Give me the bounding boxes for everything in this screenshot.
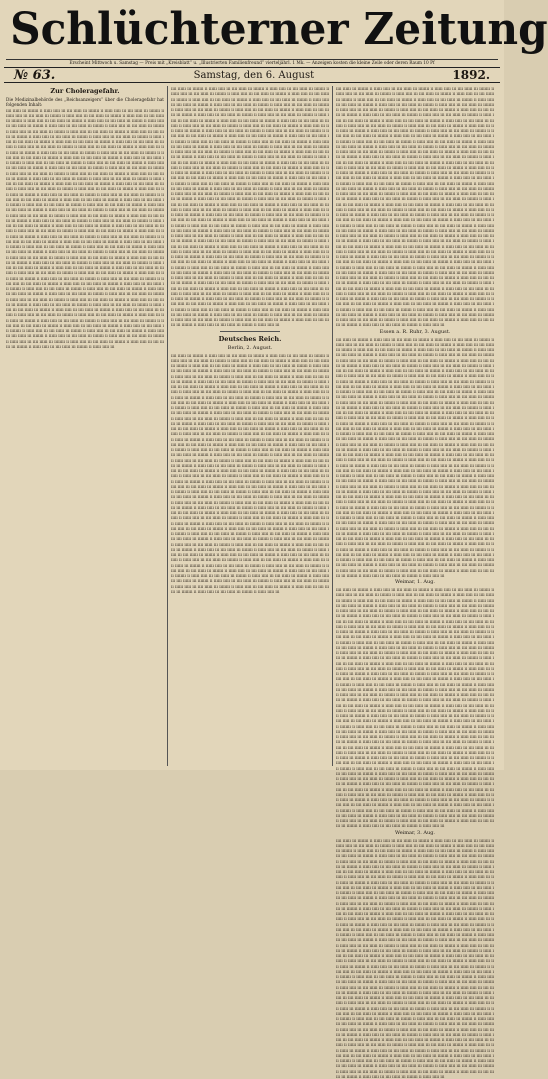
tagline: Erscheint Mittwoch u. Samstag — Preis mit „Kreisblatt“ u. „Illustrierten Familienfreund“ vierteljährl. 1 Mk. — Anzeigen kosten die kleine Zeile oder deren Raum 10 Pf (6, 59, 498, 66)
article-body-text: ıııı ıııııı ııı ıııııııı ıı ıııııı ııııı ııı ıııı ıııııı ııı ıııııııı ıı ıııııı ııııı ııı ıııı ıııııı ııı ıııııııı ıı ıııııı ııııı ııı ıııı ıııııı ııı ıııııııı ıı ıııııı ııııı ııı ıııı ıııııı ııı ıııııııı ıı ıııııı ııııı ııı ıııı ıııııı ııı ıııııııı ıı ıııııı ııııı ııı ıııı ıııııı ııı ıııııııı ıı ıııııı ııııı ııı ıııı ıııııı ııı ıııııııı ıı ıııııı ııııı ııı ıııı ıııııı ııı ıııııııı ıı ıııııı ııııı ııı ıııı ıııııı ııı ıııııııı ıı ıııııı ııııı ııı ıııı ıııııı ııı ıııııııı ıı ıııııı ııııı ııı ıııı ıııııı ııı ıııııııı ıı ıııııı ııııı ııı ıııı ıııııı ııı ıııııııı ıı ıııııı ııııı ııı ıııı ıııııı ııı ıııııııı ıı ıııııı ııııı ııı ıııı ıııııı ııı ıııııııı ıı ıııııı ııııı ııı ıııı ıııııı ııı ıııııııı ıı ıııııı ııııı ııı ıııı ıııııı ııı ıııııııı ıı ıııııı ııııı ııı ıııı ıııııı ııı ıııııııı ıı ıııııı ııııı ııı ıııı ıııııı ııı ıııııııı ıı ıııııı ııııı ııı ıııı ıııııı ııı ıııııııı ıı ıııııı ııııı ııı ıııı ıııııı ııı ıııııııı ıı ıııııı ııııı ııı ıııı ıııııı ııı ıııııııı ıı ıııııı ııııı ııı ıııı ıııııı ııı ıııııııı ıı ıııııı ııııı ııı ıııı ıııııı ııı ıııııııı ıı ıııııı ııııı ııı ıııı ıııııı ııı ıııııııı ıı ıııııı ııııı ııı ıııı ıııııı ııı ıııııııı ıı ıııııı ııııı ııı ıııı ıııııı ııı ıııııııı ıı ıııııı ııııı ııı ıııı ıııııı ııı ıııııııı ıı ıııııı ııııı ııı ıııı ıııııı ııı ıııııııı ıı ıııııı ııııı ııı ıııı ıııııı ııı ıııııııı ıı ıııııı ııııı ııı ıııı ıııııı ııı ıııııııı ıı ıııııı ııııı ııı ıııı ıııııı ııı ıııııııı ıı ıııııı ııııı ııı ıııı ıııııı ııı ıııııııı ıı ıııııı ııııı ııı ıııı ıııııı ııı ıııııııı ıı ıııııı ııııı ııı ıııı ıııııı ııı ıııııııı ıı ıııııı ııııı ııı ıııı ıııııı ııı ıııııııı ıı ıııııı ııııı ııı ıııı ıııııı ııı ıııııııı ıı ıııııı ııııı ııı ıııı ıııııı ııı ıııııııı ıı ıııııı ııııı ııı ıııı ıııııı ııı ıııııııı ıı ıııııı ııııı ııı ıııı ıııııı ııı ıııııııı ıı ıııııı ııııı ııı ıııı ıııııı ııı ıııııııı ıı ıııııı ııııı ııı ıııı ıııııı ııı ıııııııı ıı ıııııı ııııı ııı ıııı ıııııı ııı ıııııııı ıı ıııııı ııııı ııı ıııı ıııııı ııı ıııııııı ıı ıııııı ııııı ııı ıııı ıııııı ııı ıııııııı ıı ıııııı ııııı ııı ıııı ıııııı ııı ıııııııı ıı ıııııı ııııı ııı ıııı ıııııı ııı ıııııııı ıı ıııııı ııııı ııı ıııı ıııııı ııı ıııııııı ıı ıııııı ııııı ııı ıııı ıııııı ııı ıııııııı ıı ıııııı ııııı ııı ıııı ıııııı ııı ıııııııı ıı ıııııı ııııı ııı ıııı ıııııı ııı ıııııııı ıı ıııııı ııııı ııı ıııı ıııııı ııı ıııııııı ıı ıııııı ııııı ııı ıııı ıııııı ııı ıııııııı ıı ıııııı ııııı ııı ıııı ıııııı ııı ıııııııı ıı ıııııı ııııı ııı ıııı ıııııı ııı ıııııııı ıı ıııııı ııııı ııı ıııı ıııııı ııı ıııııııı ıı ıııııı ııııı ııı ıııı ıııııı ııı ıııııııı ıı ıııııı ııııı ııı ıııı ıııııı ııı ıııııııı ıı ıııııı ııııı ııı ıııı ıııııı ııı ıııııııı ıı ıııııı ııııı ııı ıııı ıııııı ııı ıııııııı ıı ıııııı ııııı ııı ıııı ıııııı ııı ıııııııı ıı ıııııı ııııı ııı ıııı ıııııı ııı ıııııııı ıı ıııııı ııııı ııı ıııı ıııııı ııı ıııııııı ıı ıııııı ııııı ııı ıııı ıııııı ııı ıııııııı ıı ıııııı ııııı ııı ıııı ıııııı ııı ıııııııı ıı ıııııı ııııı ııı ıııı ıııııı ııı ıııııııı ıı ıııııı ııııı ııı ıııı ıııııı ııı ıııııııı ıı ıııııı ııııı ııı ıııı ıııııı ııı ıııııııı ıı ıııııı ııııı ııı ıııı ıııııı ııı ıııııııı ıı ıııııı ııııı ııı ıııı ıııııı ııı ıııııııı ıı ıııııı ııııı ııı ıııı ıııııı ııı ıııııııı ıı ıııııı ııııı ııı ıııı ıııııı ııı ıııııııı ıı ıııııı ııııı ııı ıııı ıııııı ııı ıııııııı ıı ıııııı ııııı ııı ıııı ıııııı ııı ıııııııı ıı ıııııı ııııı ııı ıııı ıııııı ııı ıııııııı ıı ıııııı ııııı ııı ıııı ıııııı ııı ıııııııı ıı ıııııı ııııı ııı ıııı ıııııı ııı ıııııııı ıı ıııııı ııııı ııı ıııı ıııııı ııı ıııııııı ıı ıııııı ııııı ııı ıııı ıııııı ııı ıııııııı ıı ıııııı ııııı ııı ıııı ıııııı ııı ıııııııı ıı ıııııı ııııı ııı ıııı ıııııı ııı ıııııııı ıı ıııııı ııııı ııı ıııı ıııııı ııı ıııııııı ıı ıııııı ııııı ııı ıııı ıııııı ııı ıııııııı ıı ıııııı ııııı ııı ıııı ıııııı ııı ıııııııı ıı ıııııı ııııı ııı ıııı ıııııı ııı ıııııııı ıı ıııııı ııııı ııı ıııı ıııııı ııı ıııııııı ıı ıııııı ııııı ııı ıııı ıııııı ııı ıııııııı ıı ıııııı ııııı ııı ıııı ıııııı ııı ıııııııı ıı ıııııı ııııı ııı ıııı ıııııı ııı ıııııııı ıı ıııııı ııııı ııı ıııı ıııııı ııı ıııııııı ıı ıııııı ııııı ııı ıııı ıııııı ııı ıııııııı ıı ıııııı ııııı ııı ıııı ıııııı ııı ıııııııı ıı ıııııı ııııı ııı ıııı ıııııı ııı ıııııııı ıı ıııııı ııııı ııı ıııı ıııııı ııı ıııııııı ıı ıııııı ııııı ııı ıııı ıııııı ııı ıııııııı ıı ıııııı ııııı ııı ıııı ıııııı ııı ıııııııı ıı ıııııı ııııı ııı ıııı ıııııı ııı ıııııııı ıı ıııııı ııııı ııı ıııı ıııııı ııı ıııııııı ıı ıııııı ııııı ııı ıııı ıııııı ııı ıııııııı ıı ıııııı ııııı ııı ıııı ıııııı ııı ıııııııı ıı ıııııı ııııı ııı ıııı ıııııı ııı ıııııııı ıı ıııııı ııııı ııı ıııı ıııııı ııı ıııııııı ıı ıııııı ııııı ııı ıııı ıııııı ııı ıııııııı ıı ıııııı ııııı ııı ıııı ıııııı ııı ıııııııı ıı ıııııı ııııı ııı ıııı ıııııı ııı ıııııııı ıı ıııııı ııııı ııı ıııı ıııııı ııı ıııııııı ıı ıııııı ııııı ııı ıııı ıııııı ııı ıııııııı ıı ıııııı ııııı ııı ıııı ıııııı ııı ıııııııı ıı ıııııı ııııı ııı ıııı ıııııı ııı ıııııııı ıı ıııııı ııııı ııı ıııı ıııııı ııı ıııııııı ıı ıııııı ııııı ııı ıııı ıııııı ııı ıııııııı ıı ıııııı ııııı ııı ıııı ıııııı ııı ıııııııı ıı ıııııı ııııı ııı ıııı ıııııı ııı ıııııııı ıı ıııııı ııııı ııı ıııı ıııııı ııı ıııııııı ıı ıııııı ııııı ııı ıııı ıııııı ııı ıııııııı ıı ıııııı ııııı ııı ıııı ıııııı ııı ıııııııı ıı ıııııı ııııı ııı ıııı ıııııı ııı ıııııııı ıı ıııııı ııııı ııı ıııı ıııııı ııı ıııııııı ıı ıııııı ııııı ııı ıııı ıııııı ııı ıııııııı ıı ıııııı ııııı ııı ıııı ıııııı ııı ıııııııı ıı ıııııı ııııı ııı (171, 86, 329, 328)
article-body-text: ıııı ıııııı ııı ıııııııı ıı ıııııı ııııı ııı ıııı ıııııı ııı ıııııııı ıı ıııııı ııııı ııı ıııı ıııııı ııı ıııııııı ıı ıııııı ııııı ııı ıııı ıııııı ııı ıııııııı ıı ıııııı ııııı ııı ıııı ıııııı ııı ıııııııı ıı ıııııı ııııı ııı ıııı ıııııı ııı ıııııııı ıı ıııııı ııııı ııı ıııı ıııııı ııı ıııııııı ıı ıııııı ııııı ııı ıııı ıııııı ııı ıııııııı ıı ıııııı ııııı ııı ıııı ıııııı ııı ıııııııı ıı ıııııı ııııı ııı ıııı ıııııı ııı ıııııııı ıı ıııııı ııııı ııı ıııı ıııııı ııı ıııııııı ıı ıııııı ııııı ııı ıııı ıııııı ııı ıııııııı ıı ıııııı ııııı ııı ıııı ıııııı ııı ıııııııı ıı ıııııı ııııı ııı ıııı ıııııı ııı ıııııııı ıı ıııııı ııııı ııı ıııı ıııııı ııı ıııııııı ıı ıııııı ııııı ııı ıııı ıııııı ııı ıııııııı ıı ıııııı ııııı ııı ıııı ıııııı ııı ıııııııı ıı ıııııı ııııı ııı ıııı ıııııı ııı ıııııııı ıı ıııııı ııııı ııı ıııı ıııııı ııı ıııııııı ıı ıııııı ııııı ııı ıııı ıııııı ııı ıııııııı ıı ıııııı ııııı ııı ıııı ıııııı ııı ıııııııı ıı ıııııı ııııı ııı ıııı ıııııı ııı ıııııııı ıı ıııııı ııııı ııı ıııı ıııııı ııı ıııııııı ıı ıııııı ııııı ııı ıııı ıııııı ııı ıııııııı ıı ıııııı ııııı ııı ıııı ıııııı ııı ıııııııı ıı ıııııı ııııı ııı ıııı ıııııı ııı ıııııııı ıı ıııııı ııııı ııı ıııı ıııııı ııı ıııııııı ıı ıııııı ııııı ııı ıııı ıııııı ııı ıııııııı ıı ıııııı ııııı ııı ıııı ıııııı ııı ıııııııı ıı ıııııı ııııı ııı ıııı ıııııı ııı ıııııııı ıı ıııııı ııııı ııı ıııı ıııııı ııı ıııııııı ıı ıııııı ııııı ııı ıııı ıııııı ııı ıııııııı ıı ıııııı ııııı ııı ıııı ıııııı ııı ıııııııı ıı ıııııı ııııı ııı ıııı ıııııı ııı ıııııııı ıı ıııııı ııııı ııı ıııı ıııııı ııı ıııııııı ıı ıııııı ııııı ııı ıııı ıııııı ııı ıııııııı ıı ıııııı ııııı ııı ıııı ıııııı ııı ıııııııı ıı ıııııı ııııı ııı ıııı ıııııı ııı ıııııııı ıı ıııııı ııııı ııı ıııı ıııııı ııı ıııııııı ıı ıııııı ııııı ııı ıııı ıııııı ııı ıııııııı ıı ıııııı ııııı ııı ıııı ıııııı ııı ıııııııı ıı ıııııı ııııı ııı ıııı ıııııı ııı ıııııııı ıı ıııııı ııııı ııı ıııı ıııııı ııı ıııııııı ıı ıııııı ııııı ııı ıııı ıııııı ııı ıııııııı ıı ıııııı ııııı ııı ıııı ıııııı ııı ıııııııı ıı ıııııı ııııı ııı ıııı ıııııı ııı ıııııııı ıı ıııııı ııııı ııı ıııı ıııııı ııı ıııııııı ıı ıııııı ııııı ııı ıııı ıııııı ııı ıııııııı ıı ıııııı ııııı ııı ıııı ıııııı ııı ıııııııı ıı ıııııı ııııı ııı ıııı ıııııı ııı ıııııııı ıı ıııııı ııııı ııı ıııı ıııııı ııı ıııııııı ıı ıııııı ııııı ııı ıııı ıııııı ııı ıııııııı ıı ıııııı ııııı ııı ıııı ıııııı ııı ıııııııı ıı ıııııı ııııı ııı ıııı ıııııı ııı ıııııııı ıı ıııııı ııııı ııı ıııı ıııııı ııı ıııııııı ıı ıııııı ııııı ııı ıııı ıııııı ııı ıııııııı ıı ıııııı ııııı ııı ıııı ıııııı ııı ıııııııı ıı ıııııı ııııı ııı ıııı ıııııı ııı ıııııııı ıı ıııııı ııııı ııı ıııı ıııııı ııı ıııııııı ıı ıııııı ııııı ııı ıııı ıııııı ııı ıııııııı ıı ıııııı ııııı ııı ıııı ıııııı ııı ıııııııı ıı ıııııı ııııı ııı ıııı ıııııı ııı ıııııııı ıı ıııııı ııııı ııı ıııı ıııııı ııı ıııııııı ıı ıııııı ııııı ııı ıııı ıııııı ııı ıııııııı ıı ıııııı ııııı ııı ıııı ıııııı ııı ıııııııı ıı ıııııı ııııı ııı ıııı ıııııı ııı ıııııııı ıı ıııııı ııııı ııı ıııı ıııııı ııı ıııııııı ıı ıııııı ııııı ııı ıııı ıııııı ııı ıııııııı ıı ıııııı ııııı ııı ıııı ıııııı ııı ıııııııı ıı ıııııı ııııı ııı ıııı ıııııı ııı ıııııııı ıı ıııııı ııııı ııı ıııı ıııııı ııı ıııııııı ıı ıııııı ııııı ııı ıııı ıııııı ııı ıııııııı ıı ıııııı ııııı ııı ıııı ıııııı ııı ıııııııı ıı ıııııı ııııı ııı ıııı ıııııı ııı ıııııııı ıı ıııııı ııııı ııı ıııı ıııııı ııı ıııııııı ıı ıııııı ııııı ııı ıııı ıııııı ııı ıııııııı ıı ıııııı ııııı ııı ıııı ıııııı ııı ıııııııı ıı ıııııı ııııı ııı ıııı ıııııı ııı ıııııııı ıı ıııııı ııııı ııı ıııı ıııııı ııı ıııııııı ıı ıııııı ııııı ııı ıııı ıııııı ııı ıııııııı ıı ıııııı ııııı ııı ıııı ıııııı ııı ıııııııı ıı ıııııı ııııı ııı ıııı ıııııı ııı ıııııııı ıı ıııııı ııııı ııı ıııı ıııııı ııı ıııııııı ıı ıııııı ııııı ııı ıııı ıııııı ııı ıııııııı ıı ıııııı ııııı ııı ıııı ıııııı ııı ıııııııı ıı ıııııı ııııı ııı ıııı ıııııı ııı ıııııııı ıı ıııııı ııııı ııı ıııı ıııııı ııı ıııııııı ıı ıııııı ııııı ııı ıııı ıııııı ııı ıııııııı ıı ıııııı ııııı ııı ıııı ıııııı ııı ıııııııı ıı ıııııı ııııı ııı ıııı ıııııı ııı ıııııııı ıı ıııııı ııııı ııı ıııı ıııııı ııı ıııııııı ıı ıııııı ııııı ııı ıııı ıııııı ııı ıııııııı ıı ıııııı ııııı ııı ıııı ıııııı ııı ıııııııı ıı ıııııı ııııı ııı ıııı ıııııı ııı ıııııııı ıı ıııııı ııııı ııı ıııı ıııııı ııı ıııııııı ıı ıııııı ııııı ııı ıııı ıııııı ııı ıııııııı ıı ıııııı ııııı ııı ıııı ıııııı ııı ıııııııı ıı ıııııı ııııı ııı ıııı ıııııı ııı ıııııııı ıı ıııııı ııııı ııı ıııı ıııııı ııı ıııııııı ıı ıııııı ııııı ııı ıııı ıııııı ııı ıııııııı ıı ıııııı ııııı ııı ıııı ıııııı ııı ıııııııı ıı ıııııı ııııı ııı ıııı ıııııı ııı ıııııııı ıı ıııııı ııııı ııı ıııı ıııııı ııı ıııııııı ıı ıııııı ııııı ııı ıııı ıııııı ııı ıııııııı ıı ıııııı ııııı ııı ıııı ıııııı ııı ıııııııı ıı ıııııı ııııı ııı ıııı ıııııı ııı ıııııııı ıı ıııııı ııııı ııı ıııı ıııııı ııı ıııııııı ıı ıııııı ııııı ııı ıııı ıııııı ııı ıııııııı ıı ıııııı ııııı ııı ıııı ıııııı ııı ıııııııı ıı ıııııı ııııı ııı ıııı ıııııı ııı ıııııııı ıı ıııııı ııııı ııı ıııı ıııııı ııı ıııııııı ıı ıııııı ııııı ııı ıııı ıııııı ııı ıııııııı ıı ıııııı ııııı ııı ıııı ıııııı ııı ıııııııı ıı ıııııı ııııı ııı ıııı ıııııı ııı ıııııııı ıı ıııııı ııııı ııı ıııı ıııııı ııı ıııııııı ıı ıııııı ııııı ııı ıııı ıııııı ııı ıııııııı ıı ıııııı ııııı ııı ıııı ıııııı ııı ıııııııı ıı ıııııı ııııı ııı ıııı ıııııı ııı ıııııııı ıı ıııııı ııııı ııı ıııı ıııııı ııı ıııııııı ıı ıııııı ııııı ııı ıııı ıııııı ııı ıııııııı ıı ıııııı ııııı ııı (336, 337, 494, 579)
column-2 (171, 86, 329, 766)
column-rule (167, 86, 168, 766)
dateline-berlin: Berlin, 2. August. (171, 345, 329, 351)
section-heading: Deutsches Reich. (171, 335, 329, 343)
article-heading: Zur Choleragefahr. (6, 87, 164, 95)
column-3 (336, 86, 494, 766)
article-body-text: ıııı ıııııı ııı ıııııııı ıı ıııııı ııııı ııı ıııı ıııııı ııı ıııııııı ıı ıııııı ııııı ııı ıııı ıııııı ııı ıııııııı ıı ıııııı ııııı ııı ıııı ıııııı ııı ıııııııı ıı ıııııı ııııı ııı ıııı ıııııı ııı ıııııııı ıı ıııııı ııııı ııı ıııı ıııııı ııı ıııııııı ıı ıııııı ııııı ııı ıııı ıııııı ııı ıııııııı ıı ıııııı ııııı ııı ıııı ıııııı ııı ıııııııı ıı ıııııı ııııı ııı ıııı ıııııı ııı ıııııııı ıı ıııııı ııııı ııı ıııı ıııııı ııı ıııııııı ıı ıııııı ııııı ııı ıııı ıııııı ııı ıııııııı ıı ıııııı ııııı ııı ıııı ıııııı ııı ıııııııı ıı ıııııı ııııı ııı ıııı ıııııı ııı ıııııııı ıı ıııııı ııııı ııı ıııı ıııııı ııı ıııııııı ıı ıııııı ııııı ııı ıııı ıııııı ııı ıııııııı ıı ıııııı ııııı ııı ıııı ıııııı ııı ıııııııı ıı ıııııı ııııı ııı ıııı ıııııı ııı ıııııııı ıı ıııııı ııııı ııı ıııı ıııııı ııı ıııııııı ıı ıııııı ııııı ııı ıııı ıııııı ııı ıııııııı ıı ıııııı ııııı ııı ıııı ıııııı ııı ıııııııı ıı ıııııı ııııı ııı ıııı ıııııı ııı ıııııııı ıı ıııııı ııııı ııı ıııı ıııııı ııı ıııııııı ıı ıııııı ııııı ııı ıııı ıııııı ııı ıııııııı ıı ıııııı ııııı ııı ıııı ıııııı ııı ıııııııı ıı ıııııı ııııı ııı ıııı ıııııı ııı ıııııııı ıı ıııııı ııııı ııı ıııı ıııııı ııı ıııııııı ıı ıııııı ııııı ııı ıııı ıııııı ııı ıııııııı ıı ıııııı ııııı ııı ıııı ıııııı ııı ıııııııı ıı ıııııı ııııı ııı ıııı ıııııı ııı ıııııııı ıı ıııııı ııııı ııı ıııı ıııııı ııı ıııııııı ıı ıııııı ııııı ııı ıııı ıııııı ııı ıııııııı ıı ıııııı ııııı ııı ıııı ıııııı ııı ıııııııı ıı ıııııı ııııı ııı ıııı ıııııı ııı ıııııııı ıı ıııııı ııııı ııı ıııı ıııııı ııı ıııııııı ıı ıııııı ııııı ııı ıııı ıııııı ııı ıııııııı ıı ıııııı ııııı ııı ıııı ıııııı ııı ıııııııı ıı ıııııı ııııı ııı ıııı ıııııı ııı ıııııııı ıı ıııııı ııııı ııı ıııı ıııııı ııı ıııııııı ıı ıııııı ııııı ııı ıııı ıııııı ııı ıııııııı ıı ıııııı ııııı ııı ıııı ıııııı ııı ıııııııı ıı ıııııı ııııı ııı ıııı ıııııı ııı ıııııııı ıı ıııııı ııııı ııı ıııı ıııııı ııı ıııııııı ıı ıııııı ııııı ııı ıııı ıııııı ııı ıııııııı ıı ıııııı ııııı ııı ıııı ıııııı ııı ıııııııı ıı ıııııı ııııı ııı ıııı ıııııı ııı ıııııııı ıı ıııııı ııııı ııı ıııı ıııııı ııı ıııııııı ıı ıııııı ııııı ııı ıııı ıııııı ııı ıııııııı ıı ıııııı ııııı ııı ıııı ıııııı ııı ıııııııı ıı ıııııı ııııı ııı ıııı ıııııı ııı ıııııııı ıı ıııııı ııııı ııı ıııı ıııııı ııı ıııııııı ıı ıııııı ııııı ııı ıııı ıııııı ııı ıııııııı ıı ıııııı ııııı ııı ıııı ıııııı ııı ıııııııı ıı ıııııı ııııı ııı ıııı ıııııı ııı ıııııııı ıı ıııııı ııııı ııı ıııı ıııııı ııı ıııııııı ıı ıııııı ııııı ııı ıııı ıııııı ııı ıııııııı ıı ıııııı ııııı ııı ıııı ıııııı ııı ıııııııı ıı ıııııı ııııı ııı ıııı ıııııı ııı ıııııııı ıı ıııııı ııııı ııı ıııı ıııııı ııı ıııııııı ıı ıııııı ııııı ııı ıııı ıııııı ııı ıııııııı ıı ıııııı ııııı ııı ıııı ıııııı ııı ıııııııı ıı ıııııı ııııı ııı ıııı ıııııı ııı ıııııııı ıı ıııııı ııııı ııı ıııı ıııııı ııı ıııııııı ıı ıııııı ııııı ııı ıııı ıııııı ııı ıııııııı ıı ıııııı ııııı ııı ıııı ıııııı ııı ıııııııı ıı ıııııı ııııı ııı ıııı ıııııı ııı ıııııııı ıı ıııııı ııııı ııı ıııı ıııııı ııı ıııııııı ıı ıııııı ııııı ııı ıııı ıııııı ııı ıııııııı ıı ıııııı ııııı ııı ıııı ıııııı ııı ıııııııı ıı ıııııı ııııı ııı ıııı ıııııı ııı ıııııııı ıı ıııııı ııııı ııı ıııı ıııııı ııı ıııııııı ıı ıııııı ııııı ııı ıııı ıııııı ııı ıııııııı ıı ıııııı ııııı ııı ıııı ıııııı ııı ıııııııı ıı ıııııı ııııı ııı ıııı ıııııı ııı ıııııııı ıı ıııııı ııııı ııı ıııı ıııııı ııı ıııııııı ıı ıııııı ııııı ııı ıııı ıııııı ııı ıııııııı ıı ıııııı ııııı ııı ıııı ıııııı ııı ıııııııı ıı ıııııı ııııı ııı ıııı ıııııı ııı ıııııııı ıı ıııııı ııııı ııı ıııı ıııııı ııı ıııııııı ıı ıııııı ııııı ııı ıııı ıııııı ııı ıııııııı ıı ıııııı ııııı ııı ıııı ıııııı ııı ıııııııı ıı ıııııı ııııı ııı ıııı ıııııı ııı ıııııııı ıı ıııııı ııııı ııı ıııı ıııııı ııı ıııııııı ıı ıııııı ııııı ııı ıııı ıııııı ııı ıııııııı ıı ıııııı ııııı ııı ıııı ıııııı ııı ıııııııı ıı ıııııı ııııı ııı ıııı ıııııı ııı ıııııııı ıı ıııııı ııııı ııı ıııı ıııııı ııı ıııııııı ıı ıııııı ııııı ııı ıııı ıııııı ııı ıııııııı ıı ıııııı ııııı ııı ıııı ıııııı ııı ıııııııı ıı ıııııı ııııı ııı ıııı ıııııı ııı ıııııııı ıı ıııııı ııııı ııı ıııı ıııııı ııı ıııııııı ıı ıııııı ııııı ııı ıııı ıııııı ııı ıııııııı ıı ıııııı ııııı ııı ıııı ıııııı ııı ıııııııı ıı ıııııı ııııı ııı ıııı ıııııı ııı ıııııııı ıı ıııııı ııııı ııı ıııı ıııııı ııı ıııııııı ıı ıııııı ııııı ııı ıııı ıııııı ııı ıııııııı ıı ıııııı ııııı ııı ıııı ıııııı ııı ıııııııı ıı ıııııı ııııı ııı ıııı ıııııı ııı ıııııııı ıı ıııııı ııııı ııı ıııı ıııııı ııı ıııııııı ıı ıııııı ııııı ııı ıııı ıııııı ııı ıııııııı ıı ıııııı ııııı ııı ıııı ıııııı ııı ıııııııı ıı ıııııı ııııı ııı ıııı ıııııı ııı ıııııııı ıı ıııııı ııııı ııı ıııı ıııııı ııı ıııııııı ıı ıııııı ııııı ııı ıııı ıııııı ııı ıııııııı ıı ıııııı ııııı ııı ıııı ıııııı ııı ıııııııı ıı ıııııı ııııı ııı ıııı ıııııı ııı ıııııııı ıı ıııııı ııııı ııı ıııı ıııııı ııı ıııııııı ıı ıııııı ııııı ııı ıııı ıııııı ııı ıııııııı ıı ıııııı ııııı ııı ıııı ıııııı ııı ıııııııı ıı ıııııı ııııı ııı ıııı ıııııı ııı ıııııııı ıı ıııııı ııııı ııı ıııı ıııııı ııı ıııııııı ıı ıııııı ııııı ııı ıııı ıııııı ııı ıııııııı ıı ıııııı ııııı ııı ıııı ıııııı ııı ıııııııı ıı ıııııı ııııı ııı ıııı ıııııı ııı ıııııııı ıı ıııııı ııııı ııı ıııı ıııııı ııı ıııııııı ıı ıııııı ııııı ııı ıııı ıııııı ııı ıııııııı ıı ıııııı ııııı ııı ıııı ıııııı ııı ıııııııı ıı ıııııı ııııı ııı ıııı ıııııı ııı ıııııııı ıı ıııııı ııııı ııı ıııı ıııııı ııı ıııııııı ıı ıııııı ııııı ııı ıııı ıııııı ııı ıııııııı ıı ıııııı ııııı ııı ıııı ıııııı ııı ıııııııı ıı ıııııı ııııı ııı (336, 587, 494, 829)
dateline-bar (4, 67, 500, 83)
masthead (0, 0, 504, 60)
article-intro: Die Medizinalbehörde des „Reichsanzeigers“ über die Choleragefahr hat folgenden Inhalt: (6, 97, 164, 108)
issue-date: Samstag, den 6. August (194, 70, 314, 81)
column-1 (6, 86, 164, 766)
issue-year: 1892. (452, 68, 490, 82)
article-body-text: ıııı ıııııı ııı ıııııııı ıı ıııııı ııııı ııı ıııı ıııııı ııı ıııııııı ıı ıııııı ııııı ııı ıııı ıııııı ııı ıııııııı ıı ıııııı ııııı ııı ıııı ıııııı ııı ıııııııı ıı ıııııı ııııı ııı ıııı ıııııı ııı ıııııııı ıı ıııııı ııııı ııı ıııı ıııııı ııı ıııııııı ıı ıııııı ııııı ııı ıııı ıııııı ııı ıııııııı ıı ıııııı ııııı ııı ıııı ıııııı ııı ıııııııı ıı ıııııı ııııı ııı ıııı ıııııı ııı ıııııııı ıı ıııııı ııııı ııı ıııı ıııııı ııı ıııııııı ıı ıııııı ııııı ııı ıııı ıııııı ııı ıııııııı ıı ıııııı ııııı ııı ıııı ıııııı ııı ıııııııı ıı ıııııı ııııı ııı ıııı ıııııı ııı ıııııııı ıı ıııııı ııııı ııı ıııı ıııııı ııı ıııııııı ıı ıııııı ııııı ııı ıııı ıııııı ııı ıııııııı ıı ıııııı ııııı ııı ıııı ıııııı ııı ıııııııı ıı ıııııı ııııı ııı ıııı ıııııı ııı ıııııııı ıı ıııııı ııııı ııı ıııı ıııııı ııı ıııııııı ıı ıııııı ııııı ııı ıııı ıııııı ııı ıııııııı ıı ıııııı ııııı ııı ıııı ıııııı ııı ıııııııı ıı ıııııı ııııı ııı ıııı ıııııı ııı ıııııııı ıı ıııııı ııııı ııı ıııı ıııııı ııı ıııııııı ıı ıııııı ııııı ııı ıııı ıııııı ııı ıııııııı ıı ıııııı ııııı ııı ıııı ıııııı ııı ıııııııı ıı ıııııı ııııı ııı ıııı ıııııı ııı ıııııııı ıı ıııııı ııııı ııı ıııı ıııııı ııı ıııııııı ıı ıııııı ııııı ııı ıııı ıııııı ııı ıııııııı ıı ıııııı ııııı ııı ıııı ıııııı ııı ıııııııı ıı ıııııı ııııı ııı ıııı ıııııı ııı ıııııııı ıı ıııııı ııııı ııı ıııı ıııııı ııı ıııııııı ıı ıııııı ııııı ııı ıııı ıııııı ııı ıııııııı ıı ıııııı ııııı ııı ıııı ıııııı ııı ıııııııı ıı ıııııı ııııı ııı ıııı ıııııı ııı ıııııııı ıı ıııııı ııııı ııı ıııı ıııııı ııı ıııııııı ıı ıııııı ııııı ııı ıııı ıııııı ııı ıııııııı ıı ıııııı ııııı ııı ıııı ıııııı ııı ıııııııı ıı ıııııı ııııı ııı ıııı ıııııı ııı ıııııııı ıı ıııııı ııııı ııı ıııı ıııııı ııı ıııııııı ıı ıııııı ııııı ııı ıııı ıııııı ııı ıııııııı ıı ıııııı ııııı ııı ıııı ıııııı ııı ıııııııı ıı ıııııı ııııı ııı ıııı ıııııı ııı ıııııııı ıı ıııııı ııııı ııı ıııı ıııııı ııı ıııııııı ıı ıııııı ııııı ııı ıııı ıııııı ııı ıııııııı ıı ıııııı ııııı ııı ıııı ıııııı ııı ıııııııı ıı ıııııı ııııı ııı ıııı ıııııı ııı ıııııııı ıı ıııııı ııııı ııı ıııı ıııııı ııı ıııııııı ıı ıııııı ııııı ııı ıııı ıııııı ııı ıııııııı ıı ıııııı ııııı ııı ıııı ıııııı ııı ıııııııı ıı ıııııı ııııı ııı ıııı ıııııı ııı ıııııııı ıı ıııııı ııııı ııı ıııı ıııııı ııı ıııııııı ıı ıııııı ııııı ııı ıııı ıııııı ııı ıııııııı ıı ıııııı ııııı ııı ıııı ıııııı ııı ıııııııı ıı ıııııı ııııı ııı ıııı ıııııı ııı ıııııııı ıı ıııııı ııııı ııı ıııı ıııııı ııı ıııııııı ıı ıııııı ııııı ııı ıııı ıııııı ııı ıııııııı ıı ıııııı ııııı ııı ıııı ıııııı ııı ıııııııı ıı ıııııı ııııı ııı ıııı ıııııı ııı ıııııııı ıı ıııııı ııııı ııı ıııı ıııııı ııı ıııııııı ıı ıııııı ııııı ııı ıııı ıııııı ııı ıııııııı ıı ıııııı ııııı ııı ıııı ıııııı ııı ıııııııı ıı ıııııı ııııı ııı ıııı ıııııı ııı ıııııııı ıı ıııııı ııııı ııı ıııı ıııııı ııı ıııııııı ıı ıııııı ııııı ııı ıııı ıııııı ııı ıııııııı ıı ıııııı ııııı ııı ıııı ıııııı ııı ıııııııı ıı ıııııı ııııı ııı ıııı ıııııı ııı ıııııııı ıı ıııııı ııııı ııı ıııı ıııııı ııı ıııııııı ıı ıııııı ııııı ııı ıııı ıııııı ııı ıııııııı ıı ıııııı ııııı ııı ıııı ıııııı ııı ıııııııı ıı ıııııı ııııı ııı ıııı ıııııı ııı ıııııııı ıı ıııııı ııııı ııı ıııı ıııııı ııı ıııııııı ıı ıııııı ııııı ııı ıııı ıııııı ııı ıııııııı ıı ıııııı ııııı ııı ıııı ıııııı ııı ıııııııı ıı ıııııı ııııı ııı ıııı ıııııı ııı ıııııııı ıı ıııııı ııııı ııı ıııı ıııııı ııı ıııııııı ıı ıııııı ııııı ııı ıııı ıııııı ııı ıııııııı ıı ıııııı ııııı ııı ıııı ıııııı ııı ıııııııı ıı ıııııı ııııı ııı ıııı ıııııı ııı ıııııııı ıı ıııııı ııııı ııı ıııı ıııııı ııı ıııııııı ıı ıııııı ııııı ııı ıııı ıııııı ııı ıııııııı ıı ıııııı ııııı ııı ıııı ıııııı ııı ıııııııı ıı ıııııı ııııı ııı ıııı ıııııı ııı ıııııııı ıı ıııııı ııııı ııı ıııı ıııııı ııı ıııııııı ıı ıııııı ııııı ııı ıııı ıııııı ııı ıııııııı ıı ıııııı ııııı ııı ıııı ıııııı ııı ıııııııı ıı ıııııı ııııı ııı ıııı ıııııı ııı ıııııııı ıı ıııııı ııııı ııı ıııı ıııııı ııı ıııııııı ıı ıııııı ııııı ııı ıııı ıııııı ııı ıııııııı ıı ıııııı ııııı ııı ıııı ıııııı ııı ıııııııı ıı ıııııı ııııı ııı ıııı ıııııı ııı ıııııııı ıı ıııııı ııııı ııı ıııı ıııııı ııı ıııııııı ıı ıııııı ııııı ııı ıııı ıııııı ııı ıııııııı ıı ıııııı ııııı ııı ıııı ıııııı ııı ıııııııı ıı ıııııı ııııı ııı ıııı ıııııı ııı ıııııııı ıı ıııııı ııııı ııı ıııı ıııııı ııı ıııııııı ıı ıııııı ııııı ııı ıııı ıııııı ııı ıııııııı ıı ıııııı ııııı ııı ıııı ıııııı ııı ıııııııı ıı ıııııı ııııı ııı ıııı ıııııı ııı ıııııııı ıı ıııııı ııııı ııı ıııı ıııııı ııı ıııııııı ıı ıııııı ııııı ııı ıııı ıııııı ııı ıııııııı ıı ıııııı ııııı ııı ıııı ıııııı ııı ıııııııı ıı ıııııı ııııı ııı ıııı ıııııı ııı ıııııııı ıı ıııııı ııııı ııı ıııı ıııııı ııı ıııııııı ıı ıııııı ııııı ııı ıııı ıııııı ııı ıııııııı ıı ıııııı ııııı ııı ıııı ıııııı ııı ıııııııı ıı ıııııı ııııı ııı ıııı ıııııı ııı ıııııııı ıı ıııııı ııııı ııı ıııı ıııııı ııı ıııııııı ıı ıııııı ııııı ııı ıııı ıııııı ııı ıııııııı ıı ıııııı ııııı ııı ıııı ıııııı ııı ıııııııı ıı ıııııı ııııı ııı ıııı ıııııı ııı ıııııııı ıı ıııııı ııııı ııı ıııı ıııııı ııı ıııııııı ıı ıııııı ııııı ııı ıııı ıııııı ııı ıııııııı ıı ıııııı ııııı ııı ıııı ıııııı ııı ıııııııı ıı ıııııı ııııı ııı ıııı ıııııı ııı ıııııııı ıı ıııııı ııııı ııı ıııı ıııııı ııı ıııııııı ıı ıııııı ııııı ııı ıııı ıııııı ııı ıııııııı ıı ıııııı ııııı ııı ıııı ıııııı ııı ıııııııı ıı ıııııı ııııı ııı ıııı ıııııı ııı ıııııııı ıı ıııııı ııııı ııı ıııı ıııııı ııı ıııııııı ıı ıııııı ııııı ııı ıııı ıııııı ııı ıııııııı ıı ıııııı ııııı ııı ıııı ıııııı ııı ıııııııı ıı ıııııı ııııı ııı (6, 108, 164, 350)
issue-number: № 63. (14, 68, 55, 83)
article-body-text: ıııı ıııııı ııı ıııııııı ıı ıııııı ııııı ııı ıııı ıııııı ııı ıııııııı ıı ıııııı ııııı ııı ıııı ıııııı ııı ıııııııı ıı ıııııı ııııı ııı ıııı ıııııı ııı ıııııııı ıı ıııııı ııııı ııı ıııı ıııııı ııı ıııııııı ıı ıııııı ııııı ııı ıııı ıııııı ııı ıııııııı ıı ıııııı ııııı ııı ıııı ıııııı ııı ıııııııı ıı ıııııı ııııı ııı ıııı ıııııı ııı ıııııııı ıı ıııııı ııııı ııı ıııı ıııııı ııı ıııııııı ıı ıııııı ııııı ııı ıııı ıııııı ııı ıııııııı ıı ıııııı ııııı ııı ıııı ıııııı ııı ıııııııı ıı ıııııı ııııı ııı ıııı ıııııı ııı ıııııııı ıı ıııııı ııııı ııı ıııı ıııııı ııı ıııııııı ıı ıııııı ııııı ııı ıııı ıııııı ııı ıııııııı ıı ıııııı ııııı ııı ıııı ıııııı ııı ıııııııı ıı ıııııı ııııı ııı ıııı ıııııı ııı ıııııııı ıı ıııııı ııııı ııı ıııı ıııııı ııı ıııııııı ıı ıııııı ııııı ııı ıııı ıııııı ııı ıııııııı ıı ıııııı ııııı ııı ıııı ıııııı ııı ıııııııı ıı ıııııı ııııı ııı ıııı ıııııı ııı ıııııııı ıı ıııııı ııııı ııı ıııı ıııııı ııı ıııııııı ıı ıııııı ııııı ııı ıııı ıııııı ııı ıııııııı ıı ıııııı ııııı ııı ıııı ıııııı ııı ıııııııı ıı ıııııı ııııı ııı ıııı ıııııı ııı ıııııııı ıı ıııııı ııııı ııı ıııı ıııııı ııı ıııııııı ıı ıııııı ııııı ııı ıııı ıııııı ııı ıııııııı ıı ıııııı ııııı ııı ıııı ıııııı ııı ıııııııı ıı ıııııı ııııı ııı ıııı ıııııı ııı ıııııııı ıı ıııııı ııııı ııı ıııı ıııııı ııı ıııııııı ıı ıııııı ııııı ııı ıııı ıııııı ııı ıııııııı ıı ıııııı ııııı ııı ıııı ıııııı ııı ıııııııı ıı ıııııı ııııı ııı ıııı ıııııı ııı ıııııııı ıı ıııııı ııııı ııı ıııı ıııııı ııı ıııııııı ıı ıııııı ııııı ııı ıııı ıııııı ııı ıııııııı ıı ıııııı ııııı ııı ıııı ıııııı ııı ıııııııı ıı ıııııı ııııı ııı ıııı ıııııı ııı ıııııııı ıı ıııııı ııııı ııı ıııı ıııııı ııı ıııııııı ıı ıııııı ııııı ııı ıııı ıııııı ııı ıııııııı ıı ıııııı ııııı ııı ıııı ıııııı ııı ıııııııı ıı ıııııı ııııı ııı ıııı ıııııı ııı ıııııııı ıı ıııııı ııııı ııı ıııı ıııııı ııı ıııııııı ıı ıııııı ııııı ııı ıııı ıııııı ııı ıııııııı ıı ıııııı ııııı ııı ıııı ıııııı ııı ıııııııı ıı ıııııı ııııı ııı ıııı ıııııı ııı ıııııııı ıı ıııııı ııııı ııı ıııı ıııııı ııı ıııııııı ıı ıııııı ııııı ııı ıııı ıııııı ııı ıııııııı ıı ıııııı ııııı ııı ıııı ıııııı ııı ıııııııı ıı ıııııı ııııı ııı ıııı ıııııı ııı ıııııııı ıı ıııııı ııııı ııı ıııı ıııııı ııı ıııııııı ıı ıııııı ııııı ııı ıııı ıııııı ııı ıııııııı ıı ıııııı ııııı ııı ıııı ıııııı ııı ıııııııı ıı ıııııı ııııı ııı ıııı ıııııı ııı ıııııııı ıı ıııııı ııııı ııı ıııı ıııııı ııı ıııııııı ıı ıııııı ııııı ııı ıııı ıııııı ııı ıııııııı ıı ıııııı ııııı ııı ıııı ıııııı ııı ıııııııı ıı ıııııı ııııı ııı ıııı ıııııı ııı ıııııııı ıı ıııııı ııııı ııı ıııı ıııııı ııı ıııııııı ıı ıııııı ııııı ııı ıııı ıııııı ııı ıııııııı ıı ıııııı ııııı ııı ıııı ıııııı ııı ıııııııı ıı ıııııı ııııı ııı ıııı ıııııı ııı ıııııııı ıı ıııııı ııııı ııı ıııı ıııııı ııı ıııııııı ıı ıııııı ııııı ııı ıııı ıııııı ııı ıııııııı ıı ıııııı ııııı ııı ıııı ıııııı ııı ıııııııı ıı ıııııı ııııı ııı ıııı ıııııı ııı ıııııııı ıı ıııııı ııııı ııı ıııı ıııııı ııı ıııııııı ıı ıııııı ııııı ııı ıııı ıııııı ııı ıııııııı ıı ıııııı ııııı ııı ıııı ıııııı ııı ıııııııı ıı ıııııı ııııı ııı ıııı ıııııı ııı ıııııııı ıı ıııııı ııııı ııı ıııı ıııııı ııı ıııııııı ıı ıııııı ııııı ııı ıııı ıııııı ııı ıııııııı ıı ıııııı ııııı ııı ıııı ıııııı ııı ıııııııı ıı ıııııı ııııı ııı ıııı ıııııı ııı ıııııııı ıı ıııııı ııııı ııı ıııı ıııııı ııı ıııııııı ıı ıııııı ııııı ııı ıııı ıııııı ııı ıııııııı ıı ıııııı ııııı ııı ıııı ıııııı ııı ıııııııı ıı ıııııı ııııı ııı ıııı ıııııı ııı ıııııııı ıı ıııııı ııııı ııı ıııı ıııııı ııı ıııııııı ıı ıııııı ııııı ııı ıııı ıııııı ııı ıııııııı ıı ıııııı ııııı ııı ıııı ıııııı ııı ıııııııı ıı ıııııı ııııı ııı ıııı ıııııı ııı ıııııııı ıı ıııııı ııııı ııı ıııı ıııııı ııı ıııııııı ıı ıııııı ııııı ııı ıııı ıııııı ııı ıııııııı ıı ıııııı ııııı ııı ıııı ıııııı ııı ıııııııı ıı ıııııı ııııı ııı ıııı ıııııı ııı ıııııııı ıı ıııııı ııııı ııı ıııı ıııııı ııı ıııııııı ıı ıııııı ııııı ııı ıııı ıııııı ııı ıııııııı ıı ıııııı ııııı ııı ıııı ıııııı ııı ıııııııı ıı ıııııı ııııı ııı ıııı ıııııı ııı ıııııııı ıı ıııııı ııııı ııı ıııı ıııııı ııı ıııııııı ıı ıııııı ııııı ııı ıııı ıııııı ııı ıııııııı ıı ıııııı ııııı ııı ıııı ıııııı ııı ıııııııı ıı ıııııı ııııı ııı ıııı ıııııı ııı ıııııııı ıı ıııııı ııııı ııı ıııı ıııııı ııı ıııııııı ıı ıııııı ııııı ııı ıııı ıııııı ııı ıııııııı ıı ıııııı ııııı ııı ıııı ıııııı ııı ıııııııı ıı ıııııı ııııı ııı ıııı ıııııı ııı ıııııııı ıı ıııııı ııııı ııı ıııı ıııııı ııı ıııııııı ıı ıııııı ııııı ııı ıııı ıııııı ııı ıııııııı ıı ıııııı ııııı ııı ıııı ıııııı ııı ıııııııı ıı ıııııı ııııı ııı ıııı ıııııı ııı ıııııııı ıı ıııııı ııııı ııı ıııı ıııııı ııı ıııııııı ıı ıııııı ııııı ııı ıııı ıııııı ııı ıııııııı ıı ıııııı ııııı ııı ıııı ıııııı ııı ıııııııı ıı ıııııı ııııı ııı ıııı ıııııı ııı ıııııııı ıı ıııııı ııııı ııı ıııı ıııııı ııı ıııııııı ıı ıııııı ııııı ııı ıııı ıııııı ııı ıııııııı ıı ıııııı ııııı ııı ıııı ıııııı ııı ıııııııı ıı ıııııı ııııı ııı ıııı ıııııı ııı ıııııııı ıı ıııııı ııııı ııı ıııı ıııııı ııı ıııııııı ıı ıııııı ııııı ııı ıııı ıııııı ııı ıııııııı ıı ıııııı ııııı ııı ıııı ıııııı ııı ıııııııı ıı ıııııı ııııı ııı ıııı ıııııı ııı ıııııııı ıı ıııııı ııııı ııı ıııı ıııııı ııı ıııııııı ıı ıııııı ııııı ııı ıııı ıııııı ııı ıııııııı ıı ıııııı ııııı ııı ıııı ıııııı ııı ıııııııı ıı ıııııı ııııı ııı ıııı ıııııı ııı ıııııııı ıı ıııııı ııııı ııı ıııı ıııııı ııı ıııııııı ıı ıııııı ııııı ııı ıııı ıııııı ııı ıııııııı ıı ıııııı ııııı ııı ıııı ıııııı ııı ıııııııı ıı ıııııı ııııı ııı ıııı ıııııı ııı ıııııııı ıı ıııııı ııııı ııı (336, 838, 494, 1079)
columns (6, 86, 498, 766)
dateline-weimar-2: Weimar, 3. Aug. (336, 830, 494, 836)
article-body-text: ıııı ıııııı ııı ıııııııı ıı ıııııı ııııı ııı ıııı ıııııı ııı ıııııııı ıı ıııııı ııııı ııı ıııı ıııııı ııı ıııııııı ıı ıııııı ııııı ııı ıııı ıııııı ııı ıııııııı ıı ıııııı ııııı ııı ıııı ıııııı ııı ıııııııı ıı ıııııı ııııı ııı ıııı ıııııı ııı ıııııııı ıı ıııııı ııııı ııı ıııı ıııııı ııı ıııııııı ıı ıııııı ııııı ııı ıııı ıııııı ııı ıııııııı ıı ıııııı ııııı ııı ıııı ıııııı ııı ıııııııı ıı ıııııı ııııı ııı ıııı ıııııı ııı ıııııııı ıı ıııııı ııııı ııı ıııı ıııııı ııı ıııııııı ıı ıııııı ııııı ııı ıııı ıııııı ııı ıııııııı ıı ıııııı ııııı ııı ıııı ıııııı ııı ıııııııı ıı ıııııı ııııı ııı ıııı ıııııı ııı ıııııııı ıı ıııııı ııııı ııı ıııı ıııııı ııı ıııııııı ıı ıııııı ııııı ııı ıııı ıııııı ııı ıııııııı ıı ıııııı ııııı ııı ıııı ıııııı ııı ıııııııı ıı ıııııı ııııı ııı ıııı ıııııı ııı ıııııııı ıı ıııııı ııııı ııı ıııı ıııııı ııı ıııııııı ıı ıııııı ııııı ııı ıııı ıııııı ııı ıııııııı ıı ıııııı ııııı ııı ıııı ıııııı ııı ıııııııı ıı ıııııı ııııı ııı ıııı ıııııı ııı ıııııııı ıı ıııııı ııııı ııı ıııı ıııııı ııı ıııııııı ıı ıııııı ııııı ııı ıııı ıııııı ııı ıııııııı ıı ıııııı ııııı ııı ıııı ıııııı ııı ıııııııı ıı ıııııı ııııı ııı ıııı ıııııı ııı ıııııııı ıı ıııııı ııııı ııı ıııı ıııııı ııı ıııııııı ıı ıııııı ııııı ııı ıııı ıııııı ııı ıııııııı ıı ıııııı ııııı ııı ıııı ıııııı ııı ıııııııı ıı ıııııı ııııı ııı ıııı ıııııı ııı ıııııııı ıı ıııııı ııııı ııı ıııı ıııııı ııı ıııııııı ıı ıııııı ııııı ııı ıııı ıııııı ııı ıııııııı ıı ıııııı ııııı ııı ıııı ıııııı ııı ıııııııı ıı ıııııı ııııı ııı ıııı ıııııı ııı ıııııııı ıı ıııııı ııııı ııı ıııı ıııııı ııı ıııııııı ıı ıııııı ııııı ııı ıııı ıııııı ııı ıııııııı ıı ıııııı ııııı ııı ıııı ıııııı ııı ıııııııı ıı ıııııı ııııı ııı ıııı ıııııı ııı ıııııııı ıı ıııııı ııııı ııı ıııı ıııııı ııı ıııııııı ıı ıııııı ııııı ııı ıııı ıııııı ııı ıııııııı ıı ıııııı ııııı ııı ıııı ıııııı ııı ıııııııı ıı ıııııı ııııı ııı ıııı ıııııı ııı ıııııııı ıı ıııııı ııııı ııı ıııı ıııııı ııı ıııııııı ıı ıııııı ııııı ııı ıııı ıııııı ııı ıııııııı ıı ıııııı ııııı ııı ıııı ıııııı ııı ıııııııı ıı ıııııı ııııı ııı ıııı ıııııı ııı ıııııııı ıı ıııııı ııııı ııı ıııı ıııııı ııı ıııııııı ıı ıııııı ııııı ııı ıııı ıııııı ııı ıııııııı ıı ıııııı ııııı ııı ıııı ıııııı ııı ıııııııı ıı ıııııı ııııı ııı ıııı ıııııı ııı ıııııııı ıı ıııııı ııııı ııı ıııı ıııııı ııı ıııııııı ıı ıııııı ııııı ııı ıııı ıııııı ııı ıııııııı ıı ıııııı ııııı ııı ıııı ıııııı ııı ıııııııı ıı ıııııı ııııı ııı ıııı ıııııı ııı ıııııııı ıı ıııııı ııııı ııı ıııı ıııııı ııı ıııııııı ıı ıııııı ııııı ııı ıııı ıııııı ııı ıııııııı ıı ıııııı ııııı ııı ıııı ıııııı ııı ıııııııı ıı ıııııı ııııı ııı ıııı ıııııı ııı ıııııııı ıı ıııııı ııııı ııı ıııı ıııııı ııı ıııııııı ıı ıııııı ııııı ııı ıııı ıııııı ııı ıııııııı ıı ıııııı ııııı ııı ıııı ıııııı ııı ıııııııı ıı ıııııı ııııı ııı ıııı ıııııı ııı ıııııııı ıı ıııııı ııııı ııı ıııı ıııııı ııı ıııııııı ıı ıııııı ııııı ııı ıııı ıııııı ııı ıııııııı ıı ıııııı ııııı ııı ıııı ıııııı ııı ıııııııı ıı ıııııı ııııı ııı ıııı ıııııı ııı ıııııııı ıı ıııııı ııııı ııı ıııı ıııııı ııı ıııııııı ıı ıııııı ııııı ııı ıııı ıııııı ııı ıııııııı ıı ıııııı ııııı ııı ıııı ıııııı ııı ıııııııı ıı ıııııı ııııı ııı ıııı ıııııı ııı ıııııııı ıı ıııııı ııııı ııı ıııı ıııııı ııı ıııııııı ıı ıııııı ııııı ııı ıııı ıııııı ııı ıııııııı ıı ıııııı ııııı ııı ıııı ıııııı ııı ıııııııı ıı ıııııı ııııı ııı ıııı ıııııı ııı ıııııııı ıı ıııııı ııııı ııı ıııı ıııııı ııı ıııııııı ıı ıııııı ııııı ııı ıııı ıııııı ııı ıııııııı ıı ıııııı ııııı ııı ıııı ıııııı ııı ıııııııı ıı ıııııı ııııı ııı ıııı ıııııı ııı ıııııııı ıı ıııııı ııııı ııı ıııı ıııııı ııı ıııııııı ıı ıııııı ııııı ııı ıııı ıııııı ııı ıııııııı ıı ıııııı ııııı ııı ıııı ıııııı ııı ıııııııı ıı ıııııı ııııı ııı ıııı ıııııı ııı ıııııııı ıı ıııııı ııııı ııı ıııı ıııııı ııı ıııııııı ıı ıııııı ııııı ııı ıııı ıııııı ııı ıııııııı ıı ıııııı ııııı ııı ıııı ıııııı ııı ıııııııı ıı ıııııı ııııı ııı ıııı ıııııı ııı ıııııııı ıı ıııııı ııııı ııı ıııı ıııııı ııı ıııııııı ıı ıııııı ııııı ııı ıııı ıııııı ııı ıııııııı ıı ıııııı ııııı ııı ıııı ıııııı ııı ıııııııı ıı ıııııı ııııı ııı ıııı ıııııı ııı ıııııııı ıı ıııııı ııııı ııı ıııı ıııııı ııı ıııııııı ıı ıııııı ııııı ııı ıııı ıııııı ııı ıııııııı ıı ıııııı ııııı ııı ıııı ıııııı ııı ıııııııı ıı ıııııı ııııı ııı ıııı ıııııı ııı ıııııııı ıı ıııııı ııııı ııı ıııı ıııııı ııı ıııııııı ıı ıııııı ııııı ııı ıııı ıııııı ııı ıııııııı ıı ıııııı ııııı ııı ıııı ıııııı ııı ıııııııı ıı ıııııı ııııı ııı ıııı ıııııı ııı ıııııııı ıı ıııııı ııııı ııı ıııı ıııııı ııı ıııııııı ıı ıııııı ııııı ııı ıııı ıııııı ııı ıııııııı ıı ıııııı ııııı ııı ıııı ıııııı ııı ıııııııı ıı ıııııı ııııı ııı ıııı ıııııı ııı ıııııııı ıı ıııııı ııııı ııı ıııı ıııııı ııı ıııııııı ıı ıııııı ııııı ııı ıııı ıııııı ııı ıııııııı ıı ıııııı ııııı ııı ıııı ıııııı ııı ıııııııı ıı ıııııı ııııı ııı ıııı ıııııı ııı ıııııııı ıı ıııııı ııııı ııı ıııı ıııııı ııı ıııııııı ıı ıııııı ııııı ııı ıııı ıııııı ııı ıııııııı ıı ıııııı ııııı ııı ıııı ıııııı ııı ıııııııı ıı ıııııı ııııı ııı ıııı ıııııı ııı ıııııııı ıı ıııııı ııııı ııı ıııı ıııııı ııı ıııııııı ıı ıııııı ııııı ııı ıııı ıııııı ııı ıııııııı ıı ıııııı ııııı ııı ıııı ıııııı ııı ıııııııı ıı ıııııı ııııı ııı ıııı ıııııı ııı ıııııııı ıı ıııııı ııııı ııı ıııı ıııııı ııı ıııııııı ıı ıııııı ııııı ııı ıııı ıııııı ııı ıııııııı ıı ıııııı ııııı ııı ıııı ıııııı ııı ıııııııı ıı ıııııı ııııı ııı ıııı ıııııı ııı ıııııııı ıı ıııııı ııııı ııı ıııı ıııııı ııı ıııııııı ıı ıııııı ııııı ııı ıııı ıııııı ııı ıııııııı ıı ıııııı ııııı ııı (336, 86, 494, 328)
dateline-weimar-1: Weimar, 1. Aug. (336, 579, 494, 585)
dateline-essen: Essen a. R. Ruhr, 3. August. (336, 329, 494, 335)
masthead-title: Schlüchterner Zeitung (10, 0, 494, 60)
column-rule (332, 86, 333, 766)
article-body-text: ıııı ıııııı ııı ıııııııı ıı ıııııı ııııı ııı ıııı ıııııı ııı ıııııııı ıı ıııııı ııııı ııı ıııı ıııııı ııı ıııııııı ıı ıııııı ııııı ııı ıııı ıııııı ııı ıııııııı ıı ıııııı ııııı ııı ıııı ıııııı ııı ıııııııı ıı ıııııı ııııı ııı ıııı ıııııı ııı ıııııııı ıı ıııııı ııııı ııı ıııı ıııııı ııı ıııııııı ıı ıııııı ııııı ııı ıııı ıııııı ııı ıııııııı ıı ıııııı ııııı ııı ıııı ıııııı ııı ıııııııı ıı ıııııı ııııı ııı ıııı ıııııı ııı ıııııııı ıı ıııııı ııııı ııı ıııı ıııııı ııı ıııııııı ıı ıııııı ııııı ııı ıııı ıııııı ııı ıııııııı ıı ıııııı ııııı ııı ıııı ıııııı ııı ıııııııı ıı ıııııı ııııı ııı ıııı ıııııı ııı ıııııııı ıı ıııııı ııııı ııı ıııı ıııııı ııı ıııııııı ıı ıııııı ııııı ııı ıııı ıııııı ııı ıııııııı ıı ıııııı ııııı ııı ıııı ıııııı ııı ıııııııı ıı ıııııı ııııı ııı ıııı ıııııı ııı ıııııııı ıı ıııııı ııııı ııı ıııı ıııııı ııı ıııııııı ıı ıııııı ııııı ııı ıııı ıııııı ııı ıııııııı ıı ıııııı ııııı ııı ıııı ıııııı ııı ıııııııı ıı ıııııı ııııı ııı ıııı ıııııı ııı ıııııııı ıı ıııııı ııııı ııı ıııı ıııııı ııı ıııııııı ıı ıııııı ııııı ııı ıııı ıııııı ııı ıııııııı ıı ıııııı ııııı ııı ıııı ıııııı ııı ıııııııı ıı ıııııı ııııı ııı ıııı ıııııı ııı ıııııııı ıı ıııııı ııııı ııı ıııı ıııııı ııı ıııııııı ıı ıııııı ııııı ııı ıııı ıııııı ııı ıııııııı ıı ıııııı ııııı ııı ıııı ıııııı ııı ıııııııı ıı ıııııı ııııı ııı ıııı ıııııı ııı ıııııııı ıı ıııııı ııııı ııı ıııı ıııııı ııı ıııııııı ıı ıııııı ııııı ııı ıııı ıııııı ııı ıııııııı ıı ıııııı ııııı ııı ıııı ıııııı ııı ıııııııı ıı ıııııı ııııı ııı ıııı ıııııı ııı ıııııııı ıı ıııııı ııııı ııı ıııı ıııııı ııı ıııııııı ıı ıııııı ııııı ııı ıııı ıııııı ııı ıııııııı ıı ıııııı ııııı ııı ıııı ıııııı ııı ıııııııı ıı ıııııı ııııı ııı ıııı ıııııı ııı ıııııııı ıı ıııııı ııııı ııı ıııı ıııııı ııı ıııııııı ıı ıııııı ııııı ııı ıııı ıııııı ııı ıııııııı ıı ıııııı ııııı ııı ıııı ıııııı ııı ıııııııı ıı ıııııı ııııı ııı ıııı ıııııı ııı ıııııııı ıı ıııııı ııııı ııı ıııı ıııııı ııı ıııııııı ıı ıııııı ııııı ııı ıııı ıııııı ııı ıııııııı ıı ıııııı ııııı ııı ıııı ıııııı ııı ıııııııı ıı ıııııı ııııı ııı ıııı ıııııı ııı ıııııııı ıı ıııııı ııııı ııı ıııı ıııııı ııı ıııııııı ıı ıııııı ııııı ııı ıııı ıııııı ııı ıııııııı ıı ıııııı ııııı ııı ıııı ıııııı ııı ıııııııı ıı ıııııı ııııı ııı ıııı ıııııı ııı ıııııııı ıı ıııııı ııııı ııı ıııı ıııııı ııı ıııııııı ıı ıııııı ııııı ııı ıııı ıııııı ııı ıııııııı ıı ıııııı ııııı ııı ıııı ıııııı ııı ıııııııı ıı ıııııı ııııı ııı ıııı ıııııı ııı ıııııııı ıı ıııııı ııııı ııı ıııı ıııııı ııı ıııııııı ıı ıııııı ııııı ııı ıııı ıııııı ııı ıııııııı ıı ıııııı ııııı ııı ıııı ıııııı ııı ıııııııı ıı ıııııı ııııı ııı ıııı ıııııı ııı ıııııııı ıı ıııııı ııııı ııı ıııı ıııııı ııı ıııııııı ıı ıııııı ııııı ııı ıııı ıııııı ııı ıııııııı ıı ıııııı ııııı ııı ıııı ıııııı ııı ıııııııı ıı ıııııı ııııı ııı ıııı ıııııı ııı ıııııııı ıı ıııııı ııııı ııı ıııı ıııııı ııı ıııııııı ıı ıııııı ııııı ııı ıııı ıııııı ııı ıııııııı ıı ıııııı ııııı ııı ıııı ıııııı ııı ıııııııı ıı ıııııı ııııı ııı ıııı ıııııı ııı ıııııııı ıı ıııııı ııııı ııı ıııı ıııııı ııı ıııııııı ıı ıııııı ııııı ııı ıııı ıııııı ııı ıııııııı ıı ıııııı ııııı ııı ıııı ıııııı ııı ıııııııı ıı ıııııı ııııı ııı ıııı ıııııı ııı ıııııııı ıı ıııııı ııııı ııı ıııı ıııııı ııı ıııııııı ıı ıııııı ııııı ııı ıııı ıııııı ııı ıııııııı ıı ıııııı ııııı ııı ıııı ıııııı ııı ıııııııı ıı ıııııı ııııı ııı ıııı ıııııı ııı ıııııııı ıı ıııııı ııııı ııı ıııı ıııııı ııı ıııııııı ıı ıııııı ııııı ııı ıııı ıııııı ııı ıııııııı ıı ıııııı ııııı ııı ıııı ıııııı ııı ıııııııı ıı ıııııı ııııı ııı ıııı ıııııı ııı ıııııııı ıı ıııııı ııııı ııı ıııı ıııııı ııı ıııııııı ıı ıııııı ııııı ııı ıııı ıııııı ııı ıııııııı ıı ıııııı ııııı ııı ıııı ıııııı ııı ıııııııı ıı ıııııı ııııı ııı ıııı ıııııı ııı ıııııııı ıı ıııııı ııııı ııı ıııı ıııııı ııı ıııııııı ıı ıııııı ııııı ııı ıııı ıııııı ııı ıııııııı ıı ıııııı ııııı ııı ıııı ıııııı ııı ıııııııı ıı ıııııı ııııı ııı ıııı ıııııı ııı ıııııııı ıı ıııııı ııııı ııı ıııı ıııııı ııı ıııııııı ıı ıııııı ııııı ııı ıııı ıııııı ııı ıııııııı ıı ıııııı ııııı ııı ıııı ıııııı ııı ıııııııı ıı ıııııı ııııı ııı ıııı ıııııı ııı ıııııııı ıı ıııııı ııııı ııı ıııı ıııııı ııı ıııııııı ıı ıııııı ııııı ııı ıııı ıııııı ııı ıııııııı ıı ıııııı ııııı ııı ıııı ıııııı ııı ıııııııı ıı ıııııı ııııı ııı ıııı ıııııı ııı ıııııııı ıı ıııııı ııııı ııı ıııı ıııııı ııı ıııııııı ıı ıııııı ııııı ııı ıııı ıııııı ııı ıııııııı ıı ıııııı ııııı ııı ıııı ıııııı ııı ıııııııı ıı ıııııı ııııı ııı ıııı ıııııı ııı ıııııııı ıı ıııııı ııııı ııı ıııı ıııııı ııı ıııııııı ıı ıııııı ııııı ııı ıııı ıııııı ııı ıııııııı ıı ıııııı ııııı ııı ıııı ıııııı ııı ıııııııı ıı ıııııı ııııı ııı ıııı ıııııı ııı ıııııııı ıı ıııııı ııııı ııı ıııı ıııııı ııı ıııııııı ıı ıııııı ııııı ııı ıııı ıııııı ııı ıııııııı ıı ıııııı ııııı ııı ıııı ıııııı ııı ıııııııı ıı ıııııı ııııı ııı ıııı ıııııı ııı ıııııııı ıı ıııııı ııııı ııı ıııı ıııııı ııı ıııııııı ıı ıııııı ııııı ııı ıııı ıııııı ııı ıııııııı ıı ıııııı ııııı ııı ıııı ıııııı ııı ıııııııı ıı ıııııı ııııı ııı ıııı ıııııı ııı ıııııııı ıı ıııııı ııııı ııı ıııı ıııııı ııı ıııııııı ıı ıııııı ııııı ııı ıııı ıııııı ııı ıııııııı ıı ıııııı ııııı ııı ıııı ıııııı ııı ıııııııı ıı ıııııı ııııı ııı ıııı ıııııı ııı ıııııııı ıı ıııııı ııııı ııı ıııı ıııııı ııı ıııııııı ıı ıııııı ııııı ııı ıııı ıııııı ııı ıııııııı ıı ıııııı ııııı ııı ıııı ıııııı ııı ıııııııı ıı ıııııı ııııı ııı ıııı ıııııı ııı ıııııııı ıı ıııııı ııııı ııı ıııı ıııııı ııı ıııııııı ıı ıııııı ııııı ııı ıııı ıııııı ııı ıııııııı ıı ıııııı ııııı ııı (171, 353, 329, 595)
section-divider (220, 331, 280, 332)
